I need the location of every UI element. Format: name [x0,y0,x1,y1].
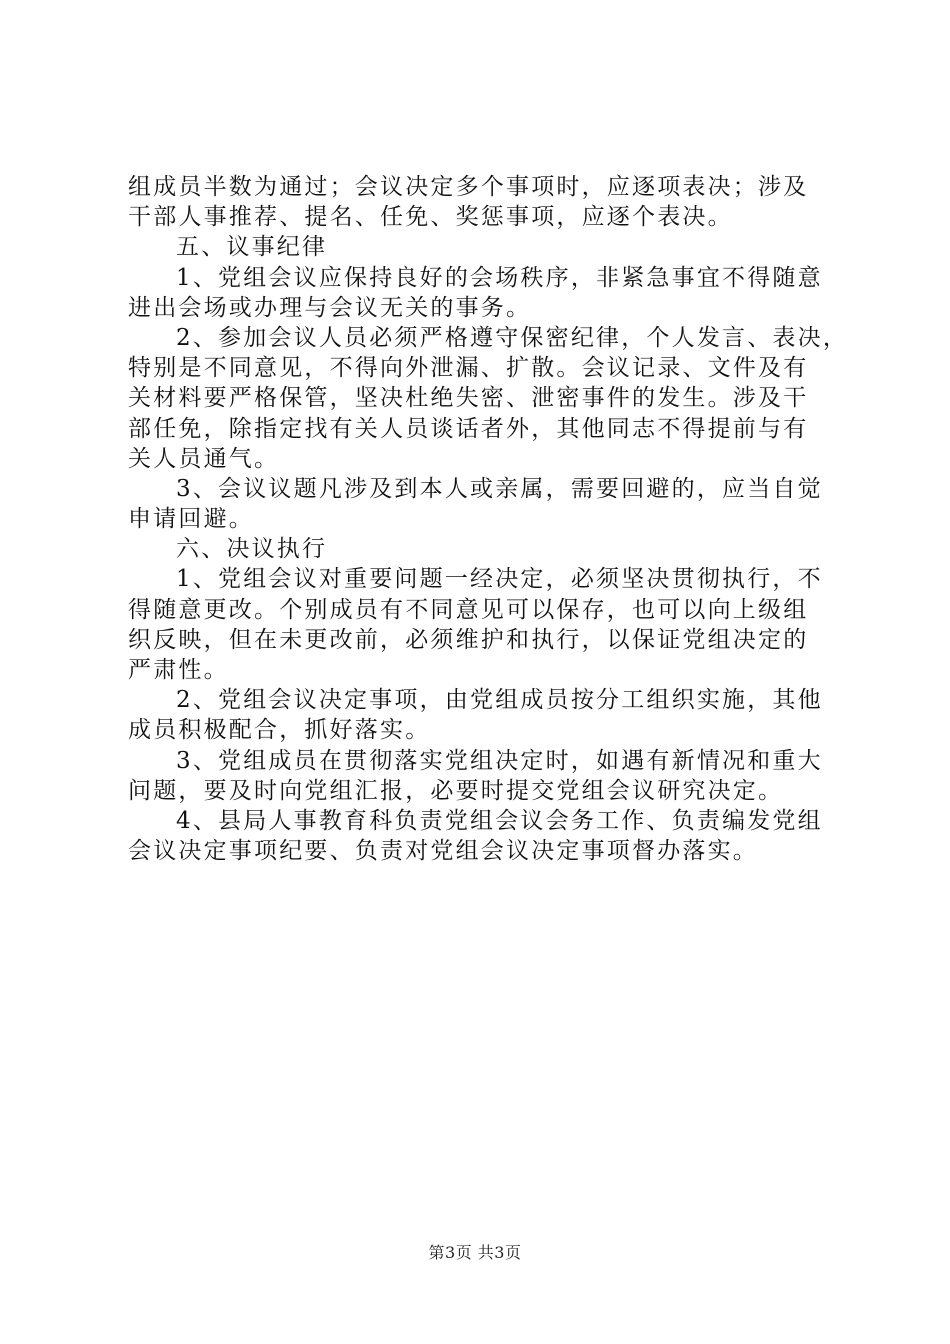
text-line: 干部人事推荐、提名、任免、奖惩事项，应逐个表决。 [128,204,733,231]
text-line: 五、议事纪律 [176,234,328,261]
text-line: 2、党组会议决定事项，由党组成员按分工组织实施，其他 [176,687,823,714]
text-line: 进出会场或办理与会议无关的事务。 [128,294,532,321]
document-body [128,172,848,866]
paragraph [128,263,848,323]
text-line: 组成员半数为通过；会议决定多个事项时，应逐项表决；涉及 [128,174,809,200]
paragraph [128,232,848,262]
text-line: 申请回避。 [128,506,254,533]
text-line: 会议决定事项纪要、负责对党组会议决定事项督办落实。 [128,838,758,865]
text-line: 3、会议议题凡涉及到本人或亲属，需要回避的，应当自觉 [176,475,823,502]
text-line: 3、党组成员在贯彻落实党组决定时，如遇有新情况和重大 [176,747,823,774]
paragraph [128,172,848,232]
text-line: 特别是不同意见，不得向外泄漏、扩散。会议记录、文件及有 [128,355,809,382]
paragraph [128,474,848,534]
text-line: 1、党组会议应保持良好的会场秩序，非紧急事宜不得随意 [176,264,823,291]
text-line: 织反映，但在未更改前，必须维护和执行，以保证党组决定的 [128,626,809,653]
text-line: 1、党组会议对重要问题一经决定，必须坚决贯彻执行，不 [176,566,823,593]
text-line: 2、参加会议人员必须严格遵守保密纪律，个人发言、表决， [176,324,849,351]
paragraph [128,323,848,474]
text-line: 成员积极配合，抓好落实。 [128,717,431,744]
page-footer [0,1240,950,1263]
text-line: 4、县局人事教育科负责党组会议会务工作、负责编发党组 [176,807,823,834]
text-line: 关人员通气。 [128,445,280,472]
paragraph [128,564,848,685]
text-line: 部任免，除指定找有关人员谈话者外，其他同志不得提前与有 [128,415,809,442]
paragraph [128,685,848,745]
text-line: 六、决议执行 [176,536,328,563]
paragraph [128,746,848,806]
paragraph [128,534,848,564]
paragraph [128,806,848,866]
text-line: 得随意更改。个别成员有不同意见可以保存，也可以向上级组 [128,596,809,623]
text-line: 关材料要严格保管，坚决杜绝失密、泄密事件的发生。涉及干 [128,385,809,412]
page-number-label: 第3页 共3页 [428,1243,522,1262]
text-line: 问题，要及时向党组汇报，必要时提交党组会议研究决定。 [128,777,784,804]
text-line: 严肃性。 [128,657,229,683]
